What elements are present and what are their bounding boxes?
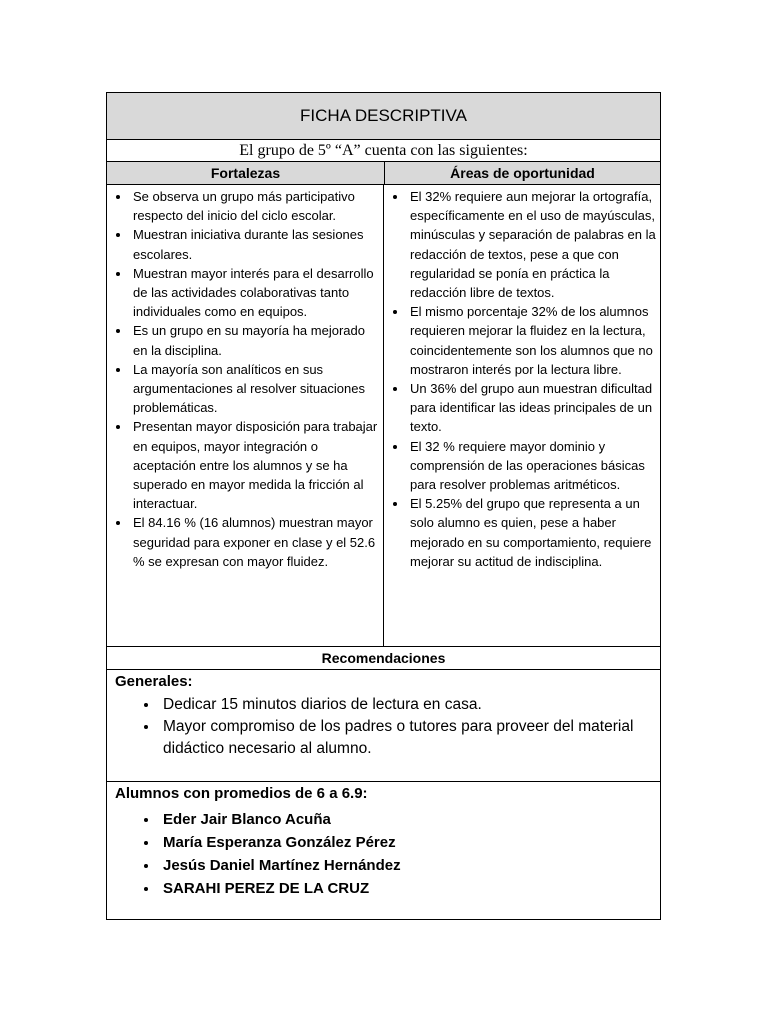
area-item: • El 32% requiere aun mejorar la ortografía, específicamente en el uso de mayúsculas, minúsculas y separación de palabras en la redacción de textos, pese a que con regularidad se ponía en práctica la redacción libre de textos. <box>408 187 660 302</box>
fortaleza-item: • Se observa un grupo más participativo respecto del inicio del ciclo escolar. <box>131 187 383 225</box>
generales-item: • Dedicar 15 minutos diarios de lectura en casa. <box>159 694 652 716</box>
generales-label: Generales: <box>115 673 193 690</box>
alumno-name: • María Esperanza González Pérez <box>159 831 652 854</box>
alumnos-list <box>115 808 652 900</box>
fortaleza-item: • Muestran mayor interés para el desarrollo de las actividades colaborativas tanto individuales como en equipos. <box>131 264 383 322</box>
fortaleza-item: • La mayoría son analíticos en sus argumentaciones al resolver situaciones problemáticas. <box>131 360 383 418</box>
generales-list <box>115 694 652 760</box>
area-item: • El 5.25% del grupo que representa a un solo alumno es quien, pese a haber mejorado en su comportamiento, requiere mejorar su actitud de indisciplina. <box>408 494 660 571</box>
area-item: • El mismo porcentaje 32% de los alumnos requieren mejorar la fluidez en la lectura, coincidentemente son los alumnos que no mostraron interés por la lectura libre. <box>408 302 660 379</box>
fortaleza-item: • Presentan mayor disposición para trabajar en equipos, mayor integración o aceptación entre los alumnos y se ha superado en mayor medida la fricción al interactuar. <box>131 417 383 513</box>
columns-body-row <box>107 185 660 647</box>
area-item: • Un 36% del grupo aun muestran dificultad para identificar las ideas principales de un texto. <box>408 379 660 437</box>
area-item: • El 32 % requiere mayor dominio y comprensión de las operaciones básicas para resolver problemas aritméticos. <box>408 437 660 495</box>
alumno-name: • SARAHI PEREZ DE LA CRUZ <box>159 877 652 900</box>
recomendaciones-header: Recomendaciones <box>107 647 660 670</box>
fortaleza-item: • Es un grupo en su mayoría ha mejorado en la disciplina. <box>131 321 383 359</box>
alumno-name: • Jesús Daniel Martínez Hernández <box>159 854 652 877</box>
areas-oportunidad-list <box>384 187 660 571</box>
alumnos-label: Alumnos con promedios de 6 a 6.9: <box>115 785 368 802</box>
ficha-descriptiva-table <box>106 92 661 920</box>
areas-oportunidad-header: Áreas de oportunidad <box>450 165 595 181</box>
fortaleza-item: • El 84.16 % (16 alumnos) muestran mayor seguridad para exponer en clase y el 52.6 % se expresan con mayor fluidez. <box>131 513 383 571</box>
alumnos-section <box>107 782 660 919</box>
areas-oportunidad-cell <box>384 185 660 646</box>
fortaleza-item: • Muestran iniciativa durante las sesiones escolares. <box>131 225 383 263</box>
document-subtitle: El grupo de 5º “A” cuenta con las siguientes: <box>107 140 660 162</box>
alumno-name: • Eder Jair Blanco Acuña <box>159 808 652 831</box>
fortalezas-cell <box>107 185 384 646</box>
fortalezas-list <box>107 187 383 571</box>
generales-item: • Mayor compromiso de los padres o tutores para proveer del material didáctico necesario al alumno. <box>159 716 652 760</box>
fortalezas-header: Fortalezas <box>107 162 385 184</box>
document-title: FICHA DESCRIPTIVA <box>107 93 660 140</box>
columns-header-row <box>107 162 660 185</box>
generales-section <box>107 670 660 782</box>
